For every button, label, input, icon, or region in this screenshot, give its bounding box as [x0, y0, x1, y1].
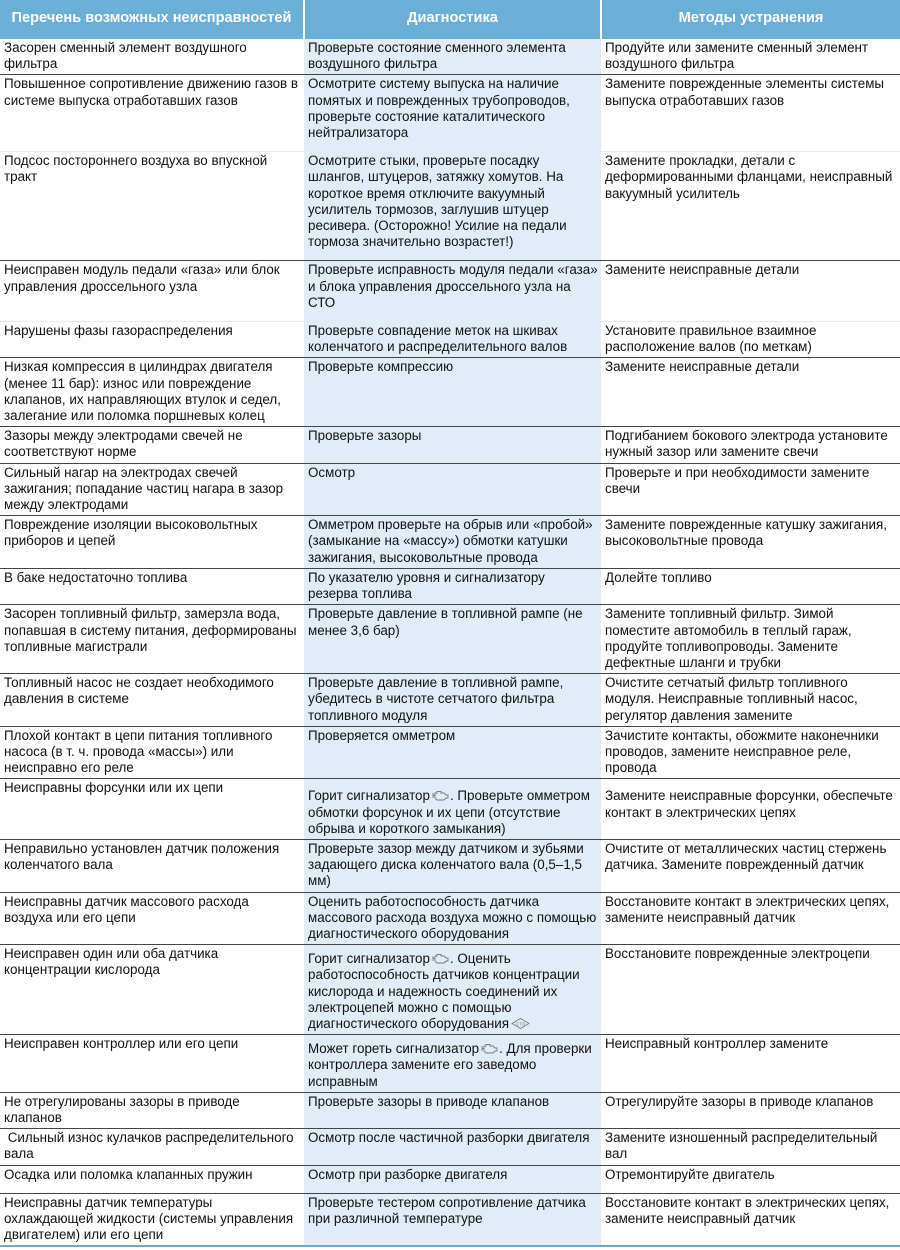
remedy-cell: Замените изношенный распределительный вал [601, 1129, 900, 1165]
table-row [0, 1193, 900, 1246]
diagnosis-cell: Оценить работоспособность датчика массового расхода воздуха можно с помощью диагностического оборудования [304, 892, 601, 945]
table-row [0, 261, 900, 322]
remedy-cell: Очистите сетчатый фильтр топливного модуля. Неисправные топливный насос, регулятор давления замените [601, 674, 900, 727]
table-row [0, 1129, 900, 1165]
diagnosis-text-post: . Оценить работоспособность датчиков концентрации кислорода и надежность соединений их электроцепей можно с помощью диагностического оборудования [308, 951, 580, 1031]
diagnosis-cell: Проверьте зазоры [304, 427, 601, 463]
fault-cell: Засорен топливный фильтр, замерзла вода, попавшая в систему питания, деформированы топливные магистрали [0, 605, 304, 674]
diagnosis-cell [304, 945, 601, 1035]
diagnosis-text-pre: Может гореть сигнализатор [308, 1041, 480, 1057]
diagnosis-cell: Проверьте давление в топливной рампе (не менее 3,6 бар) [304, 605, 601, 674]
fault-cell: Неправильно установлен датчик положения коленчатого вала [0, 839, 304, 892]
remedy-cell: Продуйте или замените сменный элемент воздушного фильтра [601, 39, 900, 75]
remedy-cell: Замените поврежденные катушку зажигания, высоковольтные провода [601, 516, 900, 569]
fault-cell: В баке недостаточно топлива [0, 568, 304, 604]
remedy-cell: Неисправный контроллер замените [601, 1035, 900, 1093]
diagnosis-cell: Осмотр при разборке двигателя [304, 1165, 601, 1193]
fault-cell: Неисправен контроллер или его цепи [0, 1035, 304, 1093]
table-row [0, 427, 900, 463]
remedy-cell: Восстановите поврежденные электроцепи [601, 945, 900, 1035]
service-station-sto-icon [511, 1018, 530, 1029]
diagnosis-text-post: . Проверьте омметром обмотки форсунок и их цепи (отсутствие обрыва и короткого замыкания) [308, 788, 590, 836]
fault-cell: Нарушены фазы газораспределения [0, 322, 304, 358]
diagnosis-cell: Проверьте тестером сопротивление датчика при различной температуре [304, 1193, 601, 1246]
diagnosis-cell: Проверьте совпадение меток на шкивах коленчатого и распределительного валов [304, 322, 601, 358]
remedy-cell: Замените неисправные детали [601, 358, 900, 427]
fault-text: Осадка или поломка клапанных пружин [4, 1166, 253, 1182]
table-row [0, 779, 900, 840]
fault-cell: Неисправны датчик массового расхода воздуха или его цепи [0, 892, 304, 945]
table-row [0, 358, 900, 427]
diagnosis-cell [304, 779, 601, 840]
diagnosis-cell: По указателю уровня и сигнализатору резерва топлива [304, 568, 601, 604]
remedy-cell: Замените поврежденные элементы системы выпуска отработавших газов [601, 75, 900, 152]
table-header-row [0, 0, 900, 39]
remedy-cell: Подгибанием бокового электрода установите нужный зазор или замените свечи [601, 427, 900, 463]
diagnosis-cell [304, 1035, 601, 1093]
fault-cell: Топливный насос не создает необходимого давления в системе [0, 674, 304, 727]
fault-cell [0, 75, 304, 152]
diagnosis-text-post: . Для проверки контроллера замените его заведомо исправным [308, 1041, 592, 1089]
remedy-cell: Отрегулируйте зазоры в приводе клапанов [601, 1092, 900, 1128]
diagnosis-cell: Проверьте состояние сменного элемента воздушного фильтра [304, 39, 601, 75]
table-row [0, 568, 900, 604]
remedy-cell: Очистите от металлических частиц стержень датчика. Замените поврежденный датчик [601, 839, 900, 892]
remedy-cell: Замените прокладки, детали с деформированными фланцами, неисправный вакуумный усилитель [601, 152, 900, 261]
diagnosis-text: Осмотрите систему выпуска на наличие помятых и поврежденных трубопроводов, проверьте состояние каталитического нейтрализатора [308, 76, 570, 141]
fault-text: Повышенное сопротивление движению газов в системе выпуска отработавших газов [4, 76, 298, 108]
table-row [0, 1092, 900, 1128]
remedy-cell: Зачистите контакты, обожмите наконечники проводов, замените неисправное реле, провода [601, 726, 900, 779]
diagnosis-cell: Проверяется омметром [304, 726, 601, 779]
diagnosis-cell: Проверьте компрессию [304, 358, 601, 427]
diagnosis-cell [304, 152, 601, 261]
diagnosis-cell: Осмотр [304, 463, 601, 516]
fault-cell: Низкая компрессия в цилиндрах двигателя (менее 11 бар): износ или повреждение клапанов, их направляющих втулок и седел, залегание или поломка поршневых колец [0, 358, 304, 427]
diagnosis-cell [304, 261, 601, 322]
fault-cell: Сильный нагар на электродах свечей зажигания; попадание частиц нагара в зазор между электродами [0, 463, 304, 516]
fault-cell: Плохой контакт в цепи питания топливного насоса (в т. ч. провода «массы») или неисправно его реле [0, 726, 304, 779]
diagnosis-cell [304, 75, 601, 152]
diagnosis-cell: Омметром проверьте на обрыв или «пробой» (замыкание на «массу») обмотки катушки зажигания, высоковольтные провода [304, 516, 601, 569]
remedy-cell: Проверьте и при необходимости замените свечи [601, 463, 900, 516]
table-row [0, 39, 900, 75]
fault-cell: Неисправны датчик температуры охлаждающей жидкости (системы управления двигателем) или его цепи [0, 1193, 304, 1246]
sto-icon-label: СТО [515, 1021, 526, 1027]
table-row [0, 463, 900, 516]
diagnosis-cell: Проверьте зазоры в приводе клапанов [304, 1092, 601, 1128]
table-row [0, 839, 900, 892]
fault-cell: Зазоры между электродами свечей не соответствуют норме [0, 427, 304, 463]
engine-check-warning-icon [432, 953, 449, 964]
table-row [0, 945, 900, 1035]
header-diagnostics: Диагностика [304, 0, 601, 39]
header-faults: Перечень возможных неисправностей [0, 0, 304, 39]
fault-cell [0, 1165, 304, 1193]
remedy-cell: Замените топливный фильтр. Зимой поместите автомобиль в теплый гараж, продуйте топливопроводы. Замените дефектные шланги и трубки [601, 605, 900, 674]
remedy-cell: Замените неисправные форсунки, обеспечьте контакт в электрических цепях [601, 779, 900, 840]
table-row [0, 322, 900, 358]
table-row [0, 516, 900, 569]
table-row [0, 1035, 900, 1093]
table-row [0, 1165, 900, 1193]
header-remedies: Методы устранения [601, 0, 900, 39]
fault-cell: Неисправны форсунки или их цепи [0, 779, 304, 840]
diagnosis-cell: Проверьте давление в топливной рампе, убедитесь в чистоте сетчатого фильтра топливного модуля [304, 674, 601, 727]
diagnosis-text-pre: Горит сигнализатор [308, 788, 430, 804]
table-row [0, 726, 900, 779]
remedy-cell: Восстановите контакт в электрических цепях, замените неисправный датчик [601, 892, 900, 945]
diagnosis-text: Проверьте исправность модуля педали «газа» и блока управления дроссельного узла на СТО [308, 262, 598, 310]
diagnosis-text: Осмотрите стыки, проверьте посадку шлангов, штуцеров, затяжку хомутов. На короткое время отключите вакуумный усилитель тормозов, заглушив штуцер ресивера. (Осторожно! Усилие на педали тормоза значительно возрастет!) [308, 153, 567, 250]
engine-check-warning-icon [432, 790, 449, 801]
table-row [0, 75, 900, 152]
fault-cell: Неисправен модуль педали «газа» или блок управления дроссельного узла [0, 261, 304, 322]
fault-cell: Сильный износ кулачков распределительного вала [0, 1129, 304, 1165]
diagnosis-text-pre: Горит сигнализатор [308, 951, 430, 967]
fault-cell: Засорен сменный элемент воздушного фильтра [0, 39, 304, 75]
fault-cell: Неисправен один или оба датчика концентрации кислорода [0, 945, 304, 1035]
diagnosis-cell: Осмотр после частичной разборки двигателя [304, 1129, 601, 1165]
fault-cell: Подсос постороннего воздуха во впускной тракт [0, 152, 304, 261]
remedy-cell: Установите правильное взаимное расположение валов (по меткам) [601, 322, 900, 358]
fault-cell: Не отрегулированы зазоры в приводе клапанов [0, 1092, 304, 1128]
table-row [0, 892, 900, 945]
engine-check-warning-icon [481, 1043, 498, 1054]
remedy-cell: Отремонтируйте двигатель [601, 1165, 900, 1193]
table-row [0, 152, 900, 261]
remedy-cell: Восстановите контакт в электрических цепях, замените неисправный датчик [601, 1193, 900, 1246]
diagnosis-cell: Проверьте зазор между датчиком и зубьями задающего диска коленчатого вала (0,5–1,5 мм) [304, 839, 601, 892]
table-row [0, 605, 900, 674]
fault-cell: Повреждение изоляции высоковольтных приборов и цепей [0, 516, 304, 569]
remedy-cell: Долейте топливо [601, 568, 900, 604]
table-row [0, 674, 900, 727]
remedy-cell: Замените неисправные детали [601, 261, 900, 322]
